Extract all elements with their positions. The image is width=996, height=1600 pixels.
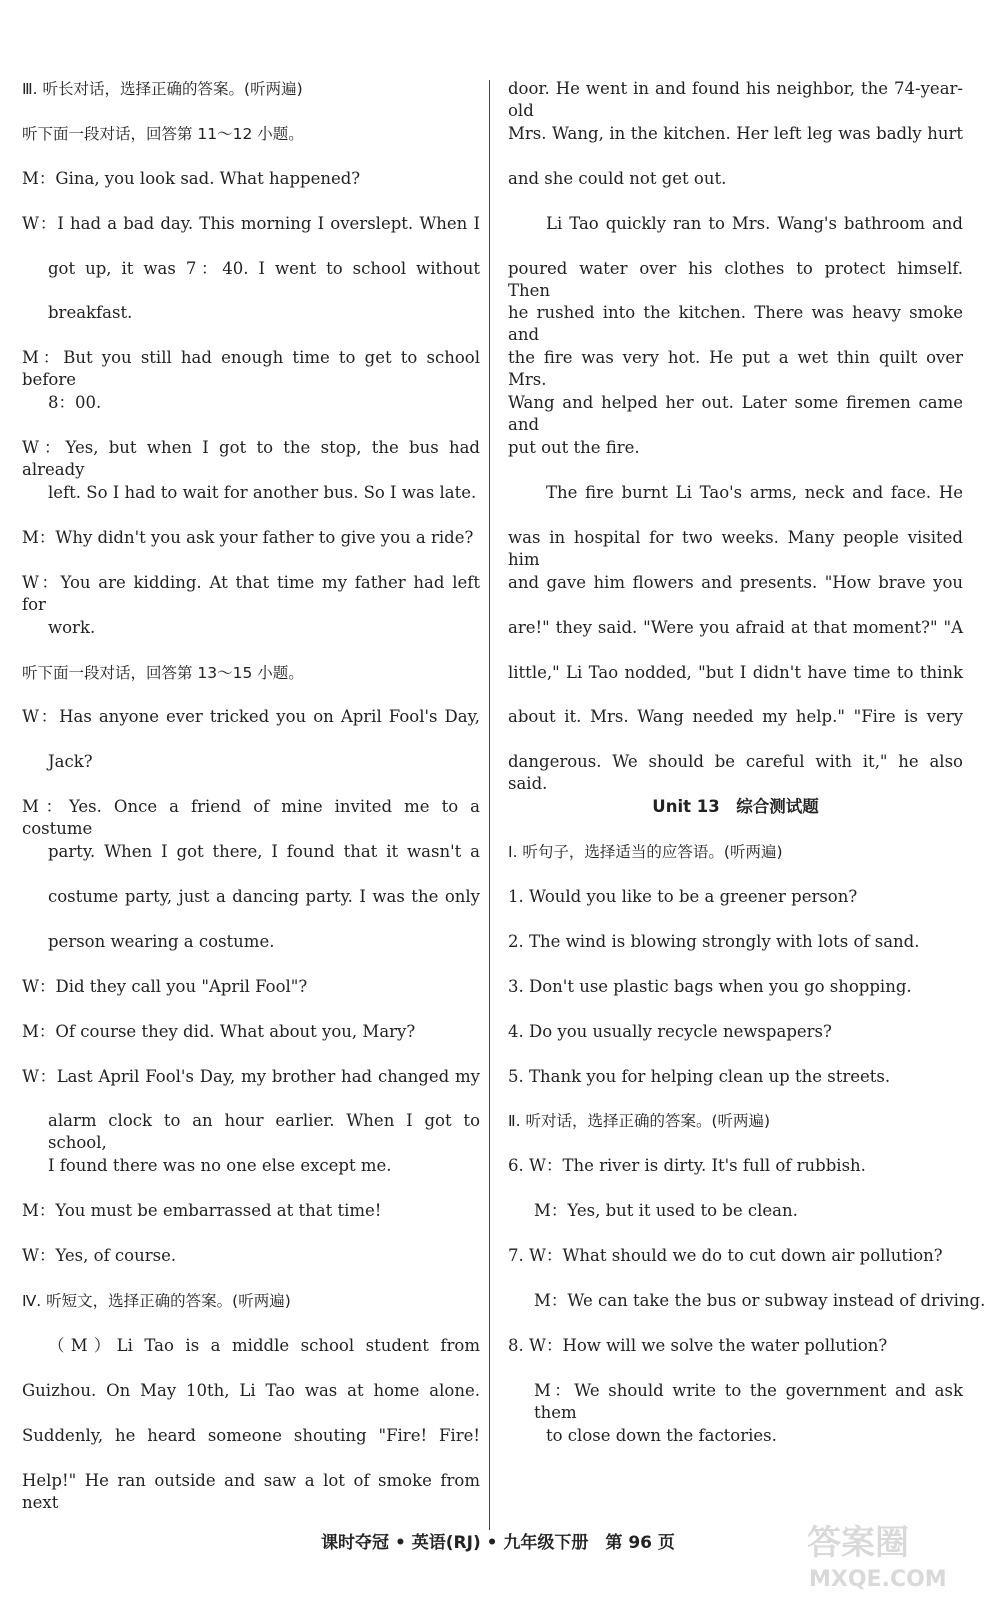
right-text-line: M：We should write to the government and ask them bbox=[534, 1380, 963, 1422]
left-text-line: party. When I got there, I found that it wasn't a bbox=[48, 842, 480, 862]
right-text-line: was in hospital for two weeks. Many people visited him bbox=[508, 527, 963, 569]
svg-text:答案圈: 答案圈 bbox=[807, 1523, 909, 1563]
left-text-line: Help!" He ran outside and saw a lot of smoke from next bbox=[22, 1470, 480, 1512]
left-text-line: M：Gina, you look sad. What happened? bbox=[22, 168, 361, 188]
right-text-line: he rushed into the kitchen. There was heavy smoke and bbox=[508, 303, 963, 345]
right-text-line: 5. Thank you for helping clean up the streets. bbox=[508, 1066, 891, 1086]
svg-text:MXQE.COM: MXQE.COM bbox=[809, 1567, 947, 1592]
left-text-line: M：Why didn't you ask your father to give you a ride? bbox=[22, 527, 474, 547]
right-text-line: 4. Do you usually recycle newspapers? bbox=[508, 1021, 832, 1041]
right-text-line: Mrs. Wang, in the kitchen. Her left leg was badly hurt bbox=[508, 123, 963, 143]
right-text-line: are!" they said. "Were you afraid at that moment?" "A bbox=[508, 617, 963, 637]
left-text-line: M：Yes. Once a friend of mine invited me to a costume bbox=[22, 797, 480, 839]
page-footer: 课时夺冠 • 英语(RJ) • 九年级下册 第 96 页 bbox=[321, 1533, 675, 1553]
left-text-line: Ⅳ. 听短文，选择正确的答案。(听两遍) bbox=[22, 1292, 291, 1311]
right-text-line: Wang and helped her out. Later some firemen came and bbox=[508, 393, 963, 435]
left-text-line: W：Yes, of course. bbox=[22, 1246, 177, 1266]
left-text-line: W：You are kidding. At that time my father had left for bbox=[22, 572, 480, 614]
right-text-line: 6. W：The river is dirty. It's full of rubbish. bbox=[508, 1156, 866, 1176]
left-text-line: alarm clock to an hour earlier. When I got to school, bbox=[48, 1111, 480, 1153]
left-text-line: costume party, just a dancing party. I was the only bbox=[48, 887, 480, 907]
left-text-line: M：But you still had enough time to get to school before bbox=[22, 348, 480, 390]
right-text-line: little," Li Tao nodded, "but I didn't have time to think bbox=[508, 662, 963, 682]
left-text-line: Ⅲ. 听长对话，选择正确的答案。(听两遍) bbox=[22, 80, 303, 98]
right-text-line: Li Tao quickly ran to Mrs. Wang's bathroom and bbox=[546, 213, 963, 233]
right-text-line: the fire was very hot. He put a wet thin quilt over Mrs. bbox=[508, 348, 963, 390]
right-text-line: dangerous. We should be careful with it," he also said. bbox=[508, 752, 963, 794]
left-text-line: Guizhou. On May 10th, Li Tao was at home alone. bbox=[22, 1380, 480, 1400]
right-text-line: poured water over his clothes to protect himself. Then bbox=[508, 258, 963, 300]
right-text-line: M：Yes, but it used to be clean. bbox=[534, 1201, 798, 1221]
left-text-line: W：I had a bad day. This morning I overslept. When I bbox=[22, 213, 480, 233]
left-text-line: Suddenly, he heard someone shouting "Fire! Fire! bbox=[22, 1425, 480, 1445]
right-text-line: Ⅱ. 听对话，选择正确的答案。(听两遍) bbox=[508, 1112, 771, 1131]
right-column bbox=[508, 78, 986, 1470]
left-text-line: Jack? bbox=[48, 752, 93, 772]
left-column bbox=[22, 78, 480, 1515]
right-text-line: door. He went in and found his neighbor, the 74-year-old bbox=[508, 79, 963, 120]
left-text-line: W：Yes, but when I got to the stop, the bus had already bbox=[22, 438, 480, 480]
left-text-line: 听下面一段对话，回答第 11～12 小题。 bbox=[22, 124, 304, 143]
right-text-line: Unit 13 综合测试题 bbox=[652, 797, 819, 817]
left-text-line: M：You must be embarrassed at that time! bbox=[22, 1201, 382, 1221]
left-text-line: W：Did they call you "April Fool"? bbox=[22, 976, 308, 996]
right-text-line: 8. W：How will we solve the water pollution? bbox=[508, 1335, 888, 1355]
left-text-line: work. bbox=[48, 617, 96, 637]
right-text-line: 7. W：What should we do to cut down air pollution? bbox=[508, 1246, 943, 1266]
left-text-line: left. So I had to wait for another bus. So I was late. bbox=[48, 483, 477, 503]
left-text-line: got up, it was 7：40. I went to school without bbox=[48, 258, 480, 278]
right-text-line: put out the fire. bbox=[508, 438, 640, 458]
right-text-line: Ⅰ. 听句子，选择适当的应答语。(听两遍) bbox=[508, 843, 783, 862]
left-text-line: person wearing a costume. bbox=[48, 931, 275, 951]
left-text-line: （M）Li Tao is a middle school student from bbox=[48, 1335, 480, 1355]
left-text-line: W：Has anyone ever tricked you on April Fool's Day, bbox=[22, 707, 480, 727]
left-text-line: 8：00. bbox=[48, 393, 102, 413]
right-text-line: The fire burnt Li Tao's arms, neck and face. He bbox=[546, 483, 963, 503]
right-text-line: and she could not get out. bbox=[508, 168, 727, 188]
right-text-line: M：We can take the bus or subway instead of driving. bbox=[534, 1291, 986, 1311]
column-divider bbox=[489, 80, 490, 1530]
left-text-line: W：Last April Fool's Day, my brother had changed my bbox=[22, 1066, 480, 1086]
right-text-line: 3. Don't use plastic bags when you go shopping. bbox=[508, 976, 912, 996]
left-text-line: 听下面一段对话，回答第 13～15 小题。 bbox=[22, 663, 304, 682]
right-text-line: 2. The wind is blowing strongly with lots of sand. bbox=[508, 931, 920, 951]
left-text-line: breakfast. bbox=[48, 303, 133, 323]
left-text-line: I found there was no one else except me. bbox=[48, 1156, 392, 1176]
right-text-line: about it. Mrs. Wang needed my help." "Fire is very bbox=[508, 707, 963, 727]
right-text-line: to close down the factories. bbox=[546, 1425, 777, 1445]
watermark-logo bbox=[803, 1514, 978, 1592]
right-text-line: and gave him flowers and presents. "How brave you bbox=[508, 572, 963, 592]
left-text-line: M：Of course they did. What about you, Mary? bbox=[22, 1021, 416, 1041]
right-text-line: 1. Would you like to be a greener person? bbox=[508, 887, 858, 907]
